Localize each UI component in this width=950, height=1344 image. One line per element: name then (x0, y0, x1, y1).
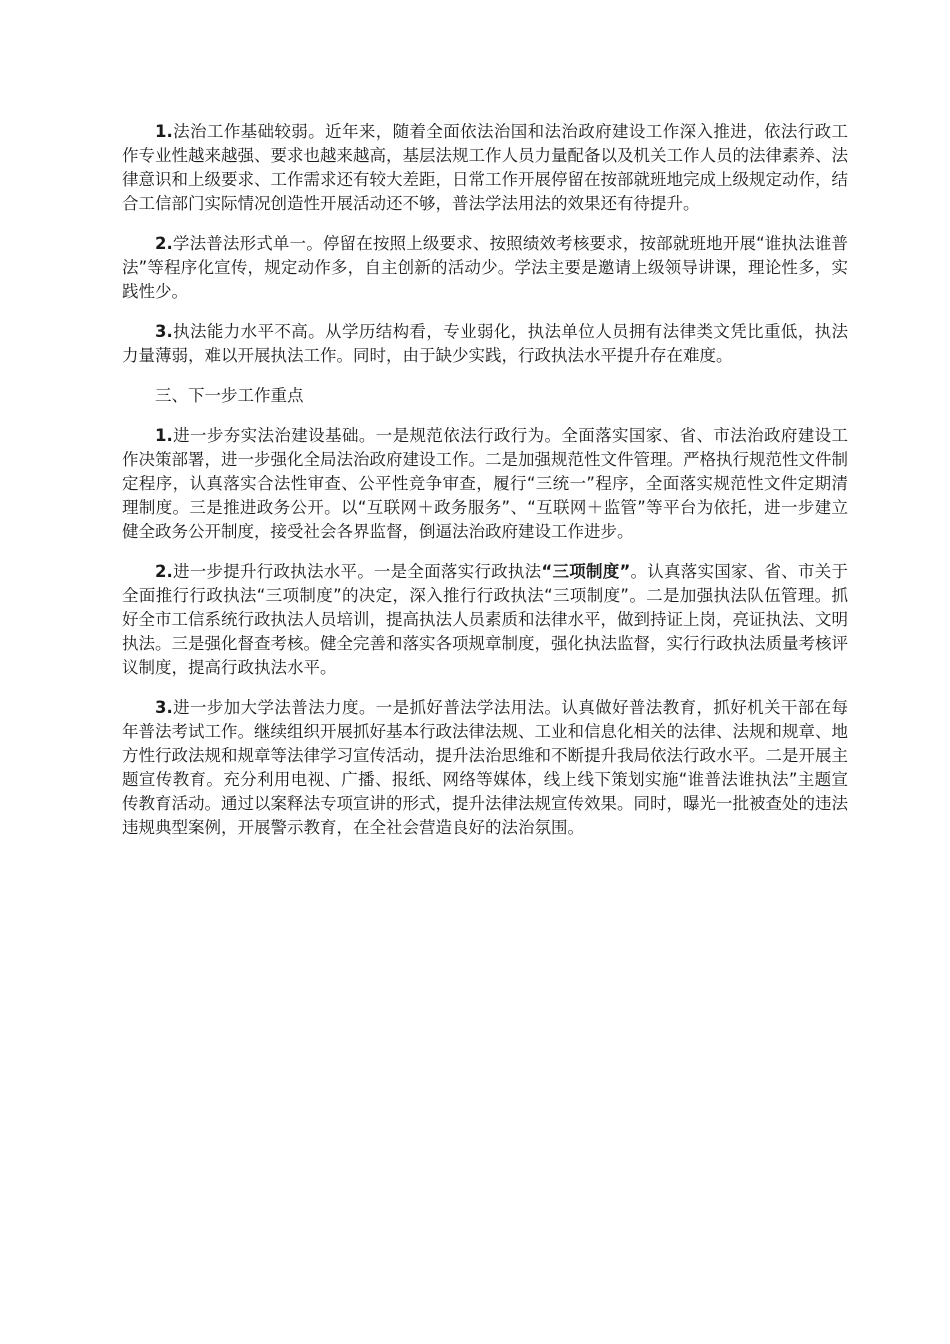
focus-paragraph-3 (122, 696, 848, 840)
paragraph-text: 执法能力水平不高。从学历结构看，专业弱化，执法单位人员拥有法律类文凭比重低，执法力量薄弱，难以开展执法工作。同时，由于缺少实践，行政执法水平提升存在难度。 (122, 322, 848, 365)
problem-paragraph-2 (122, 232, 848, 304)
document-page (122, 120, 848, 856)
paragraph-text: 进一步夯实法治建设基础。一是规范依法行政行为。全面落实国家、省、市法治政府建设工作决策部署，进一步强化全局法治政府建设工作。二是加强规范性文件管理。严格执行规范性文件制定程序，认真落实合法性审查、公平性竞争审查，履行“三统一”程序，全面落实规范性文件定期清理制度。三是推进政务公开。以“互联网＋政务服务”、“互联网＋监管”等平台为依托，进一步建立健全政务公开制度，接受社会各界监督，倒逼法治政府建设工作进步。 (122, 426, 848, 541)
focus-paragraph-1 (122, 424, 848, 544)
paragraph-number: 1. (155, 122, 173, 141)
paragraph-number: 3. (155, 698, 173, 717)
paragraph-number: 2. (155, 562, 173, 581)
paragraph-number: 2. (155, 234, 173, 253)
focus-paragraph-2 (122, 560, 848, 680)
paragraph-text: 法治工作基础较弱。近年来，随着全面依法治国和法治政府建设工作深入推进，依法行政工作专业性越来越强、要求也越来越高，基层法规工作人员力量配备以及机关工作人员的法律素养、法律意识和上级要求、工作需求还有较大差距，日常工作开展停留在按部就班地完成上级规定动作，结合工信部门实际情况创造性开展活动还不够，普法学法用法的效果还有待提升。 (122, 122, 848, 213)
section-heading: 三、下一步工作重点 (155, 386, 304, 405)
paragraph-text-before: 进一步提升行政执法水平。一是全面落实行政执法 (172, 562, 542, 581)
paragraph-text-bold: “三项制度” (541, 562, 631, 581)
paragraph-text: 学法普法形式单一。停留在按照上级要求、按照绩效考核要求，按部就班地开展“谁执法谁普法”等程序化宣传，规定动作多，自主创新的活动少。学法主要是邀请上级领导讲课，理论性多，实践性少。 (122, 234, 848, 301)
paragraph-number: 3. (155, 322, 173, 341)
problem-paragraph-3 (122, 320, 848, 368)
problem-paragraph-1 (122, 120, 848, 216)
paragraph-text: 进一步加大学法普法力度。一是抓好普法学法用法。认真做好普法教育，抓好机关干部在每年普法考试工作。继续组织开展抓好基本行政法律法规、工业和信息化相关的法律、法规和规章、地方性行政法规和规章等法律学习宣传活动，提升法治思维和不断提升我局依法行政水平。二是开展主题宣传教育。充分利用电视、广播、报纸、网络等媒体，线上线下策划实施“谁普法谁执法”主题宣传教育活动。通过以案释法专项宣讲的形式，提升法律法规宣传效果。同时，曝光一批被查处的违法违规典型案例，开展警示教育，在全社会营造良好的法治氛围。 (122, 698, 848, 837)
paragraph-text-after: 。认真落实国家、省、市关于全面推行行政执法“三项制度”的决定，深入推行行政执法“三项制度”。二是加强执法队伍管理。抓好全市工信系统行政执法人员培训，提高执法人员素质和法律水平，做到持证上岗，亮证执法、文明执法。三是强化督查考核。健全完善和落实各项规章制度，强化执法监督，实行行政执法质量考核评议制度，提高行政执法水平。 (122, 562, 848, 677)
paragraph-number: 1. (155, 426, 173, 445)
